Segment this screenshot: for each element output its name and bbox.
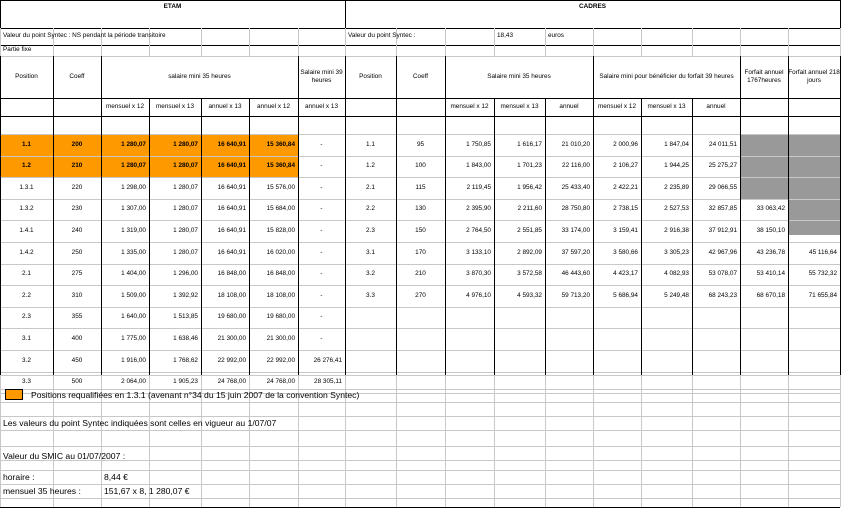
etam-coeff-cell: 210 — [71, 162, 83, 170]
cadres-forfait-mensuel-x13-cell: 1 847,04 — [664, 140, 689, 148]
etam-annuel-x12-cell: 15 684,00 — [266, 205, 295, 213]
cadres-point-value: 18,43 — [497, 32, 513, 40]
etam-coeff-cell: 250 — [71, 248, 83, 256]
cadres-salaire-mini-header: Salaire mini 35 heures — [487, 72, 551, 80]
etam-mensuel-x13-cell: 1 280,07 — [173, 226, 198, 234]
etam-annuel-x12-cell: 15 360,84 — [266, 140, 295, 148]
etam-salaire-39-cell: - — [320, 226, 323, 234]
etam-salaire-39-cell: 26 276,41 — [313, 356, 342, 364]
etam-annuel-x12-cell: 15 576,00 — [266, 183, 295, 191]
cadres-forfait-218-cell — [788, 177, 840, 199]
cadres-forfait-mensuel-x12-cell: 2 000,96 — [613, 140, 638, 148]
etam-salaire-39-cell: - — [320, 334, 323, 342]
etam-position-cell: 2.1 — [22, 270, 31, 278]
cadres-mensuel-x12-cell: 4 976,10 — [466, 291, 491, 299]
cadres-mensuel-x13-cell: 1 956,42 — [517, 183, 542, 191]
cadres-forfait-annuel-cell: 53 078,07 — [708, 270, 737, 278]
etam-salaire-39-header: Salaire mini 39 heures — [300, 69, 343, 84]
etam-salaire-39-cell: - — [320, 162, 323, 170]
etam-position-cell: 1.2 — [22, 162, 31, 170]
cadres-forfait-218-cell: 71 655,84 — [808, 291, 837, 299]
etam-position-cell: 1.3.1 — [19, 183, 34, 191]
cadres-forfait-1767-cell: 68 670,18 — [756, 291, 785, 299]
etam-mensuel-x12-cell: 1 280,07 — [121, 140, 146, 148]
cadres-mensuel-x12-header: mensuel x 12 — [450, 102, 489, 110]
cadres-annuel-cell: 22 116,00 — [562, 162, 590, 170]
etam-annuel-x13-cell: 16 640,91 — [217, 162, 246, 170]
etam-position-cell: 1.4.2 — [19, 248, 34, 256]
cadres-forfait-mensuel-x13-cell: 2 235,89 — [664, 183, 689, 191]
cadres-forfait-218-cell — [788, 134, 840, 156]
etam-position-cell: 3.1 — [22, 334, 31, 342]
etam-annuel-x12-cell: 15 360,84 — [266, 162, 295, 170]
etam-mensuel-x13-cell: 1 280,07 — [173, 183, 198, 191]
cadres-position-cell: 1.1 — [366, 140, 375, 148]
grid-line — [0, 45, 840, 46]
etam-salaire-39-cell: 28 305,11 — [314, 378, 342, 386]
cadres-forfait-1767-cell: 38 150,10 — [756, 226, 785, 234]
grid-line — [298, 28, 299, 56]
etam-annuel-x13-header: annuel x 13 — [208, 102, 242, 110]
etam-annuel-x13-cell: 18 108,00 — [217, 291, 246, 299]
grid-line — [0, 498, 840, 499]
legend-swatch — [5, 389, 23, 400]
etam-annuel-x12-cell: 22 992,00 — [266, 356, 295, 364]
etam-position-cell: 3.2 — [22, 356, 31, 364]
etam-position-cell: 2.3 — [22, 313, 31, 321]
etam-mensuel-x13-cell: 1 280,07 — [173, 162, 198, 170]
etam-salaire-39-cell: - — [320, 183, 323, 191]
etam-coeff-cell: 355 — [71, 313, 83, 321]
smic-horaire-label: horaire : — [3, 471, 35, 482]
cadres-forfait-annuel-cell: 24 011,51 — [709, 140, 737, 148]
etam-coeff-cell: 450 — [71, 356, 83, 364]
grid-line — [593, 28, 594, 56]
grid-line — [0, 116, 840, 117]
cadres-coeff-cell: 100 — [415, 162, 426, 170]
etam-annuel-x13-cell: 16 640,91 — [217, 226, 246, 234]
cadres-mensuel-x13-cell: 1 701,23 — [517, 162, 542, 170]
etam-mensuel-x13-cell: 1 768,62 — [173, 356, 198, 364]
smic-mensuel-label: mensuel 35 heures : — [3, 485, 81, 496]
grid-line — [740, 28, 741, 56]
cadres-coeff-cell: 270 — [415, 291, 426, 299]
etam-mensuel-x12-cell: 1 298,00 — [121, 183, 146, 191]
cadres-mensuel-x13-header: mensuel x 13 — [500, 102, 539, 110]
cadres-forfait-218-cell — [788, 220, 840, 242]
cadres-annuel-cell: 28 750,80 — [561, 205, 590, 213]
grid-line — [593, 375, 594, 507]
cadres-forfait-1767-cell — [740, 177, 788, 199]
cadres-forfait-218-header: Forfait annuel 218 jours — [788, 69, 840, 84]
etam-annuel-x13-cell: 16 640,91 — [217, 140, 246, 148]
etam-salaire-39-cell: - — [320, 270, 323, 278]
cadres-forfait-annuel-cell: 25 275,27 — [708, 162, 737, 170]
cadres-mensuel-x13-cell: 2 551,85 — [517, 226, 542, 234]
cadres-position-cell: 1.2 — [366, 162, 375, 170]
smic-title: Valeur du SMIC au 01/07/2007 : — [3, 450, 126, 461]
etam-annuel-x13-cell: 16 640,91 — [217, 248, 246, 256]
etam-mensuel-x12-cell: 1 307,00 — [121, 205, 146, 213]
cadres-coeff-cell: 150 — [415, 226, 426, 234]
etam-mensuel-x12-cell: 1 775,00 — [121, 334, 146, 342]
etam-section-title: ETAM — [163, 2, 182, 10]
cadres-mensuel-x12-cell: 2 764,50 — [466, 226, 491, 234]
etam-coeff-cell: 275 — [71, 270, 83, 278]
grid-line — [788, 375, 789, 507]
grid-line — [545, 375, 546, 507]
etam-annuel-x13-cell: 19 680,00 — [217, 313, 246, 321]
cadres-mensuel-x12-cell: 1 750,85 — [466, 140, 491, 148]
etam-annuel-x13-cell: 16 848,00 — [217, 270, 246, 278]
cadres-forfait-1767-cell: 53 410,14 — [756, 270, 785, 278]
cadres-position-cell: 2.2 — [366, 205, 375, 213]
cadres-forfait-1767-header: Forfait annuel 1767heures — [744, 69, 784, 84]
etam-coeff-cell: 500 — [71, 378, 83, 386]
etam-mensuel-x13-cell: 1 280,07 — [173, 248, 198, 256]
etam-mensuel-x12-cell: 1 916,00 — [121, 356, 146, 364]
cadres-forfait-mensuel-x12-cell: 5 686,94 — [613, 291, 638, 299]
etam-mensuel-x13-cell: 1 905,23 — [173, 378, 198, 386]
cadres-mensuel-x12-cell: 2 395,90 — [466, 205, 491, 213]
cadres-forfait-mensuel-x12-header: mensuel x 12 — [597, 102, 636, 110]
etam-coeff-cell: 240 — [71, 226, 83, 234]
etam-coeff-cell: 200 — [71, 140, 83, 148]
etam-annuel-x12-cell: 24 768,00 — [266, 378, 295, 386]
grid-line — [641, 375, 642, 507]
grid-line — [840, 28, 841, 56]
etam-mensuel-x13-cell: 1 296,00 — [173, 270, 198, 278]
cadres-forfait-mensuel-x12-cell: 3 159,41 — [613, 226, 638, 234]
point-syntec-note: Les valeurs du point Syntec indiquées sont celles en vigueur au 1/07/07 — [3, 417, 277, 428]
etam-salaire-39-cell: - — [320, 313, 323, 321]
cadres-forfait-39-header: Salaire mini pour bénéficier du forfait 39 heures — [599, 73, 734, 80]
cadres-forfait-annuel-header: annuel — [706, 102, 726, 110]
cadres-position-cell: 2.3 — [366, 226, 375, 234]
cadres-position-cell: 2.1 — [366, 183, 375, 191]
cadres-forfait-annuel-cell: 32 857,85 — [708, 205, 737, 213]
etam-mensuel-x12-cell: 1 319,00 — [121, 226, 146, 234]
cadres-point-unit: euros — [548, 32, 564, 40]
etam-position-cell: 1.3.2 — [19, 205, 34, 213]
cadres-forfait-annuel-cell: 42 967,96 — [708, 248, 737, 256]
cadres-point-value-label: Valeur du point Syntec : — [348, 32, 416, 40]
etam-position-header: Position — [15, 72, 38, 80]
etam-annuel-x13-39-header: annuel x 13 — [304, 102, 339, 110]
etam-salaire-39-cell: - — [320, 205, 323, 213]
cadres-annuel-cell: 21 010,20 — [561, 140, 590, 148]
cadres-forfait-mensuel-x12-cell: 2 106,27 — [613, 162, 638, 170]
etam-position-cell: 3.3 — [22, 378, 31, 386]
cadres-forfait-1767-cell: 43 236,78 — [756, 248, 785, 256]
cadres-position-cell: 3.2 — [366, 270, 375, 278]
etam-annuel-x13-cell: 22 992,00 — [217, 356, 246, 364]
etam-mensuel-x12-cell: 1 335,00 — [121, 248, 146, 256]
grid-line — [0, 446, 840, 447]
cadres-mensuel-x13-cell: 1 616,17 — [517, 140, 542, 148]
cadres-forfait-218-cell — [788, 156, 840, 178]
etam-annuel-x13-cell: 16 640,91 — [217, 183, 246, 191]
cadres-forfait-annuel-cell: 29 066,55 — [708, 183, 737, 191]
cadres-position-cell: 3.3 — [366, 291, 375, 299]
grid-line — [692, 375, 693, 507]
cadres-forfait-1767-cell — [740, 156, 788, 178]
etam-mensuel-x12-cell: 1 509,00 — [121, 291, 146, 299]
cadres-forfait-218-cell — [788, 199, 840, 221]
etam-annuel-x13-cell: 21 300,00 — [217, 334, 246, 342]
cadres-forfait-mensuel-x13-cell: 3 305,23 — [664, 248, 689, 256]
cadres-mensuel-x12-cell: 3 870,30 — [466, 270, 491, 278]
cadres-forfait-mensuel-x12-cell: 3 580,66 — [613, 248, 638, 256]
grid-line — [641, 28, 642, 56]
etam-coeff-cell: 230 — [71, 205, 83, 213]
smic-mensuel-value: 151,67 x 8, 1 280,07 € — [104, 485, 190, 496]
cadres-forfait-218-cell: 55 732,32 — [808, 270, 837, 278]
cadres-mensuel-x13-cell: 2 892,09 — [517, 248, 542, 256]
etam-salaire-39-cell: - — [320, 140, 323, 148]
etam-mensuel-x12-cell: 1 640,00 — [121, 313, 146, 321]
cadres-coeff-header: Coeff — [412, 72, 429, 80]
cadres-forfait-mensuel-x13-header: mensuel x 13 — [647, 102, 686, 110]
etam-point-value-label: Valeur du point Syntec : NS pendant la période transitoire — [3, 32, 166, 40]
cadres-coeff-cell: 115 — [415, 183, 426, 191]
etam-annuel-x12-cell: 16 848,00 — [266, 270, 295, 278]
legend-text: Positions requalifiées en 1.3.1 (avenant n°34 du 15 juin 2007 de la convention Syntec) — [31, 390, 360, 401]
cadres-annuel-cell: 46 443,60 — [561, 270, 590, 278]
grid-line — [692, 28, 693, 56]
cadres-forfait-mensuel-x12-cell: 4 423,17 — [613, 270, 638, 278]
cadres-annuel-cell: 59 713,20 — [561, 291, 590, 299]
etam-coeff-header: Coeff — [69, 72, 85, 80]
cadres-coeff-cell: 210 — [415, 270, 426, 278]
etam-salaire-39-cell: - — [320, 291, 323, 299]
grid-line — [788, 28, 789, 56]
etam-mensuel-x12-cell: 1 404,00 — [121, 270, 146, 278]
etam-annuel-x12-cell: 16 020,00 — [266, 248, 295, 256]
etam-annuel-x12-cell: 19 680,00 — [266, 313, 295, 321]
etam-position-cell: 2.2 — [22, 291, 31, 299]
cadres-forfait-mensuel-x12-cell: 2 738,15 — [613, 205, 638, 213]
etam-position-cell: 1.1 — [22, 140, 31, 148]
grid-line — [740, 375, 741, 507]
etam-mensuel-x13-cell: 1 638,46 — [173, 334, 198, 342]
cadres-mensuel-x12-cell: 3 133,10 — [466, 248, 491, 256]
etam-mensuel-x12-cell: 1 280,07 — [121, 162, 146, 170]
etam-mensuel-x12-header: mensuel x 12 — [105, 102, 144, 110]
cadres-section-title: CADRES — [579, 2, 606, 10]
etam-mensuel-x13-header: mensuel x 13 — [155, 102, 194, 110]
cadres-forfait-mensuel-x13-cell: 1 944,25 — [664, 162, 689, 170]
cadres-forfait-mensuel-x12-cell: 2 422,21 — [613, 183, 638, 191]
cadres-position-cell: 3.1 — [366, 248, 375, 256]
etam-coeff-cell: 310 — [71, 291, 83, 299]
etam-mensuel-x13-cell: 1 392,92 — [173, 291, 198, 299]
etam-coeff-cell: 400 — [71, 334, 83, 342]
cadres-forfait-218-cell: 45 116,64 — [809, 248, 837, 256]
etam-mensuel-x13-cell: 1 513,85 — [173, 313, 198, 321]
grid-line — [0, 402, 840, 403]
etam-annuel-x13-cell: 16 640,91 — [217, 205, 246, 213]
etam-mensuel-x12-cell: 2 064,00 — [121, 378, 146, 386]
cadres-position-header: Position — [359, 72, 382, 80]
cadres-forfait-annuel-cell: 68 243,23 — [708, 291, 737, 299]
etam-coeff-cell: 220 — [71, 183, 83, 191]
etam-annuel-x12-header: annuel x 12 — [256, 102, 291, 110]
cadres-forfait-1767-cell — [740, 134, 788, 156]
grid-line — [840, 375, 841, 507]
cadres-coeff-cell: 170 — [415, 248, 426, 256]
cadres-forfait-mensuel-x13-cell: 4 082,93 — [664, 270, 689, 278]
grid-line — [0, 430, 840, 431]
etam-position-cell: 1.4.1 — [19, 226, 34, 234]
etam-annuel-x12-cell: 15 828,00 — [266, 226, 295, 234]
cadres-coeff-cell: 95 — [416, 140, 425, 148]
etam-salaire-mini-header: salaire mini 35 heures — [168, 72, 231, 80]
cadres-annuel-header: annuel — [559, 102, 579, 110]
etam-annuel-x13-cell: 24 768,00 — [217, 378, 246, 386]
cadres-mensuel-x13-cell: 4 593,32 — [517, 291, 542, 299]
cadres-annuel-cell: 33 174,00 — [561, 226, 590, 234]
cadres-coeff-cell: 130 — [415, 205, 426, 213]
etam-mensuel-x13-cell: 1 280,07 — [173, 205, 198, 213]
cadres-mensuel-x12-cell: 1 843,00 — [466, 162, 491, 170]
etam-annuel-x12-cell: 21 300,00 — [266, 334, 295, 342]
smic-horaire-value: 8,44 € — [104, 471, 128, 482]
cadres-forfait-annuel-cell: 37 912,91 — [708, 226, 737, 234]
cadres-mensuel-x13-cell: 2 211,60 — [517, 205, 542, 213]
cadres-annuel-cell: 37 597,20 — [561, 248, 590, 256]
etam-annuel-x12-cell: 18 108,00 — [266, 291, 295, 299]
cadres-forfait-mensuel-x13-cell: 2 916,38 — [664, 226, 689, 234]
cadres-forfait-mensuel-x13-cell: 5 249,48 — [664, 291, 689, 299]
partie-fixe-label: Partie fixe — [3, 46, 32, 54]
cadres-forfait-mensuel-x13-cell: 2 527,53 — [664, 205, 689, 213]
cadres-annuel-cell: 25 433,40 — [561, 183, 590, 191]
etam-salaire-39-cell: - — [320, 248, 323, 256]
cadres-mensuel-x12-cell: 2 119,45 — [466, 183, 491, 191]
cadres-mensuel-x13-cell: 3 572,58 — [517, 270, 542, 278]
etam-mensuel-x13-cell: 1 280,07 — [173, 140, 198, 148]
cadres-forfait-1767-cell: 33 063,42 — [756, 205, 785, 213]
